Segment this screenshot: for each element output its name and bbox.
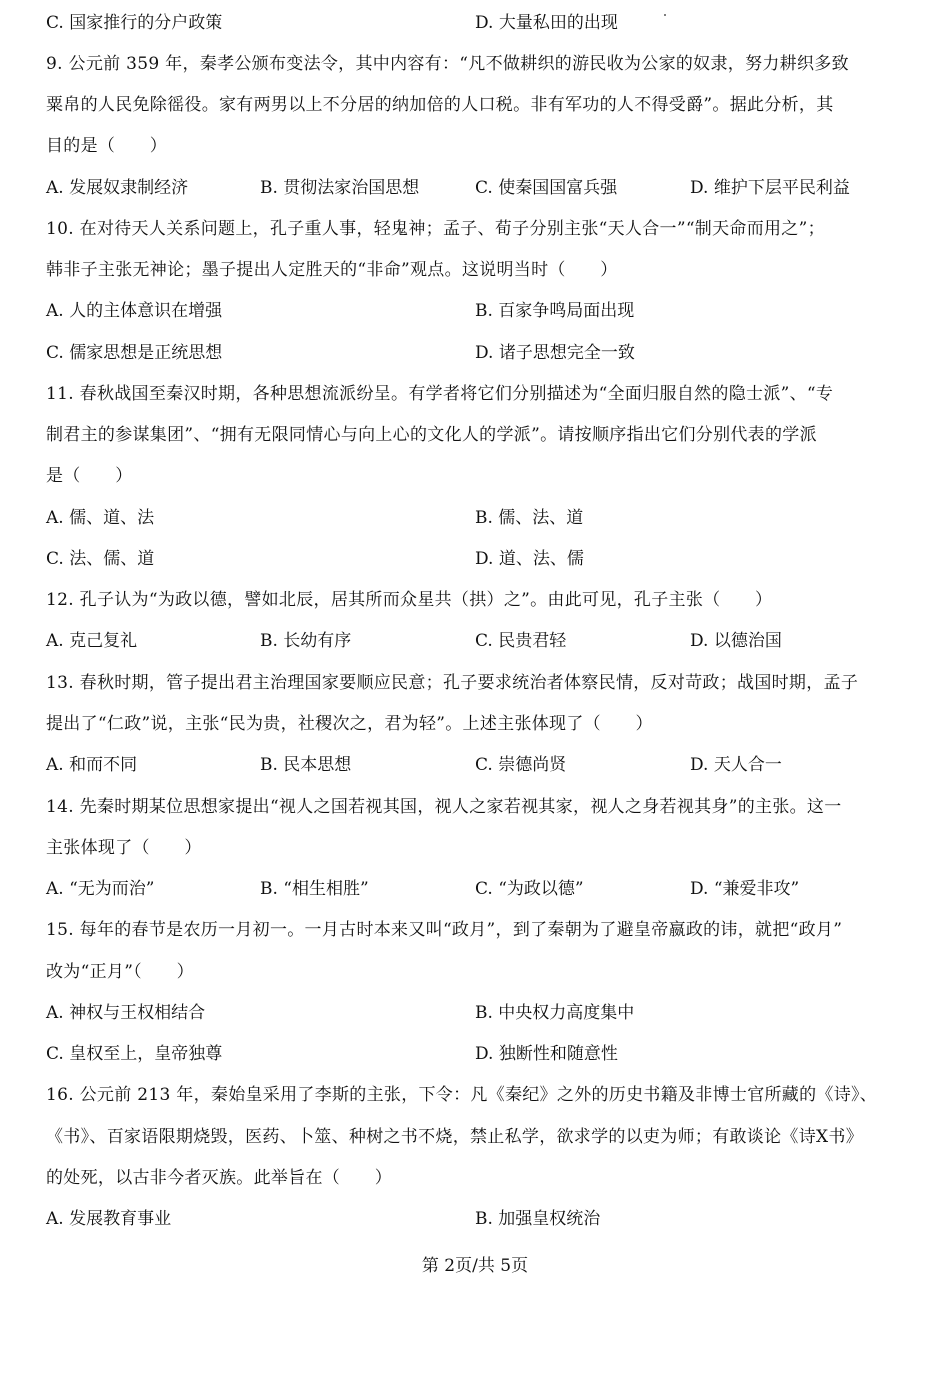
q10-stem-line-2: 韩非子主张无神论；墨子提出人定胜天的“非命”观点。这说明当时（ ）: [46, 260, 618, 280]
q14-option-a: A. “无为而治”: [46, 879, 155, 899]
q16-option-b: B. 加强皇权统治: [475, 1209, 601, 1229]
q10-option-a: A. 人的主体意识在增强: [46, 301, 223, 321]
q13-option-b: B. 民本思想: [260, 755, 352, 775]
q14-option-c: C. “为政以德”: [475, 879, 584, 899]
q10-option-d: D. 诸子思想完全一致: [475, 343, 635, 363]
q8-option-d: D. 大量私田的出现: [475, 13, 618, 33]
speck-mark: [664, 14, 666, 16]
q14-option-b: B. “相生相胜”: [260, 879, 369, 899]
q11-stem-line-1: 11. 春秋战国至秦汉时期，各种思想流派纷呈。有学者将它们分别描述为“全面归服自然的隐士派”、“专: [46, 384, 834, 404]
q13-option-a: A. 和而不同: [46, 755, 138, 775]
q12-option-d: D. 以德治国: [690, 631, 782, 651]
q14-stem-line-2: 主张体现了（ ）: [46, 838, 202, 858]
q12-option-b: B. 长幼有序: [260, 631, 352, 651]
q11-option-d: D. 道、法、儒: [475, 549, 584, 569]
q15-option-a: A. 神权与王权相结合: [46, 1003, 206, 1023]
q16-stem-line-3: 的处死，以古非今者灭族。此举旨在（ ）: [46, 1168, 392, 1188]
q16-stem-line-1: 16. 公元前 213 年，秦始皇采用了李斯的主张，下令：凡《秦纪》之外的历史书籍及非博士官所藏的《诗》、: [46, 1085, 878, 1105]
q9-option-c: C. 使秦国国富兵强: [475, 178, 618, 198]
q9-stem-line-1: 9. 公元前 359 年，秦孝公颁布变法令，其中内容有：“凡不做耕织的游民收为公家的奴隶，努力耕织多致: [46, 54, 849, 74]
q12-option-c: C. 民贵君轻: [475, 631, 567, 651]
q11-option-b: B. 儒、法、道: [475, 508, 584, 528]
q12-stem-line-1: 12. 孔子认为“为政以德，譬如北辰，居其所而众星共（拱）之”。由此可见，孔子主张（ ）: [46, 590, 773, 610]
q15-option-b: B. 中央权力高度集中: [475, 1003, 635, 1023]
q10-option-b: B. 百家争鸣局面出现: [475, 301, 635, 321]
q13-stem-line-1: 13. 春秋时期，管子提出君主治理国家要顺应民意；孔子要求统治者体察民情，反对苛政；战国时期，孟子: [46, 673, 859, 693]
q15-stem-line-1: 15. 每年的春节是农历一月初一。一月古时本来又叫“政月”，到了秦朝为了避皇帝嬴政的讳，就把“政月”: [46, 920, 843, 940]
q11-option-a: A. 儒、道、法: [46, 508, 155, 528]
q13-stem-line-2: 提出了“仁政”说，主张“民为贵，社稷次之，君为轻”。上述主张体现了（ ）: [46, 714, 653, 734]
q11-option-c: C. 法、儒、道: [46, 549, 155, 569]
q13-option-d: D. 天人合一: [690, 755, 782, 775]
q14-option-d: D. “兼爱非攻”: [690, 879, 800, 899]
q9-stem-line-3: 目的是（ ）: [46, 136, 168, 156]
q10-option-c: C. 儒家思想是正统思想: [46, 343, 223, 363]
q16-stem-line-2: 《书》、百家语限期烧毁，医药、卜筮、种树之书不烧，禁止私学，欲求学的以吏为师；有敢谈论《诗Ⅹ书》: [46, 1127, 863, 1147]
q12-option-a: A. 克己复礼: [46, 631, 138, 651]
q15-option-d: D. 独断性和随意性: [475, 1044, 618, 1064]
q11-stem-line-2: 制君主的参谋集团”、“拥有无限同情心与向上心的文化人的学派”。请按顺序指出它们分别代表的学派: [46, 425, 817, 445]
q9-option-d: D. 维护下层平民利益: [690, 178, 850, 198]
q9-option-b: B. 贯彻法家治国思想: [260, 178, 420, 198]
q11-stem-line-3: 是（ ）: [46, 466, 133, 486]
q9-option-a: A. 发展奴隶制经济: [46, 178, 189, 198]
q13-option-c: C. 崇德尚贤: [475, 755, 567, 775]
q15-option-c: C. 皇权至上，皇帝独尊: [46, 1044, 223, 1064]
page-number: 第 2页/共 5页: [421, 1256, 529, 1276]
q14-stem-line-1: 14. 先秦时期某位思想家提出“视人之国若视其国，视人之家若视其家，视人之身若视其身”的主张。这一: [46, 797, 842, 817]
q16-option-a: A. 发展教育事业: [46, 1209, 172, 1229]
q9-stem-line-2: 粟帛的人民免除徭役。家有两男以上不分居的纳加倍的人口税。非有军功的人不得受爵”。据此分析，其: [46, 95, 834, 115]
q15-stem-line-2: 改为“正月”（ ）: [46, 962, 194, 982]
q8-option-c: C. 国家推行的分户政策: [46, 13, 223, 33]
q10-stem-line-1: 10. 在对待天人关系问题上，孔子重人事，轻鬼神；孟子、荀子分别主张“天人合一”“制天命而用之”；: [46, 219, 825, 239]
